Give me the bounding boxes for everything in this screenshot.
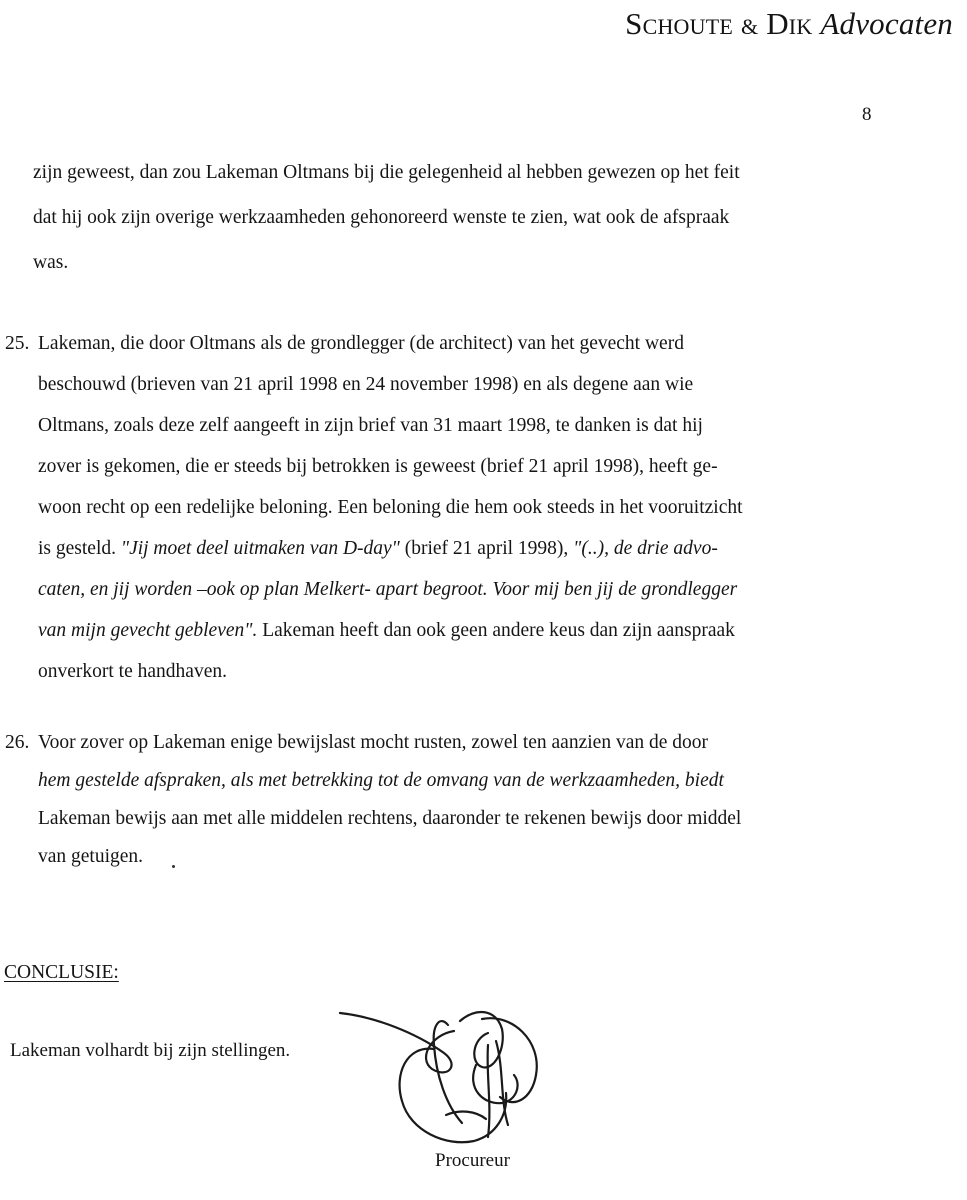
conclusion-text: Lakeman volhardt bij zijn stellingen. — [10, 1040, 291, 1061]
handwritten-signature — [336, 1005, 551, 1155]
line-text: Lakeman heeft dan ook geen andere keus dan zijn aanspraak — [262, 620, 735, 641]
firm-name-dik: Dik — [766, 6, 813, 41]
paragraph-line: Lakeman bewijs aan met alle middelen rechtens, daaronder te rekenen bewijs door middel — [38, 808, 742, 829]
firm-name-schoute: Schoute — [625, 6, 733, 41]
paragraph-line — [38, 538, 718, 560]
conclusion-heading: CONCLUSIE: — [4, 962, 119, 983]
paragraph-line: onverkort te handhaven. — [38, 661, 227, 682]
paragraph-line — [38, 620, 735, 642]
paragraph-line: woon recht op een redelijke beloning. Een beloning die hem ook steeds in het vooruitzicht — [38, 497, 743, 518]
paragraph-line: zover is gekomen, die er steeds bij betrokken is geweest (brief 21 april 1998), heeft ge- — [38, 456, 718, 477]
firm-ampersand: & — [740, 14, 759, 39]
paragraph-line: Voor zover op Lakeman enige bewijslast mocht rusten, zowel ten aanzien van de door — [38, 732, 708, 753]
ink-speck — [172, 865, 175, 868]
paragraph-line: was. — [33, 252, 69, 273]
paragraph-line: Lakeman, die door Oltmans als de grondlegger (de architect) van het gevecht werd — [38, 333, 684, 354]
quote-line: caten, en jij worden –ook op plan Melkert- apart begroot. Voor mij ben jij de grondlegger — [38, 579, 738, 600]
paragraph-line: Oltmans, zoals deze zelf aangeeft in zijn brief van 31 maart 1998, te danken is dat hij — [38, 415, 703, 436]
signatory-label: Procureur — [435, 1150, 510, 1171]
paragraph-line: hem gestelde afspraken, als met betrekking tot de omvang van de werkzaamheden, biedt — [38, 770, 724, 791]
page-number: 8 — [862, 104, 872, 125]
paragraph-line: dat hij ook zijn overige werkzaamheden gehonoreerd wenste te zien, wat ook de afspraak — [33, 207, 730, 228]
quote-text: "(..), de drie advo- — [573, 538, 718, 559]
quote-text: "Jij moet deel uitmaken van D-day" — [120, 538, 400, 559]
paragraph-line: beschouwd (brieven van 21 april 1998 en 24 november 1998) en als degene aan wie — [38, 374, 694, 395]
paragraph-number: 26. — [5, 732, 30, 753]
line-text: (brief 21 april 1998), — [404, 538, 569, 559]
letterhead — [625, 6, 953, 42]
quote-text: van mijn gevecht gebleven". — [38, 620, 258, 641]
paragraph-line: van getuigen. — [38, 846, 144, 867]
paragraph-number: 25. — [5, 333, 30, 354]
paragraph-line: zijn geweest, dan zou Lakeman Oltmans bij die gelegenheid al hebben gewezen op het feit — [33, 162, 740, 183]
firm-name-advocaten: Advocaten — [820, 6, 953, 41]
line-text: is gesteld. — [38, 538, 116, 559]
